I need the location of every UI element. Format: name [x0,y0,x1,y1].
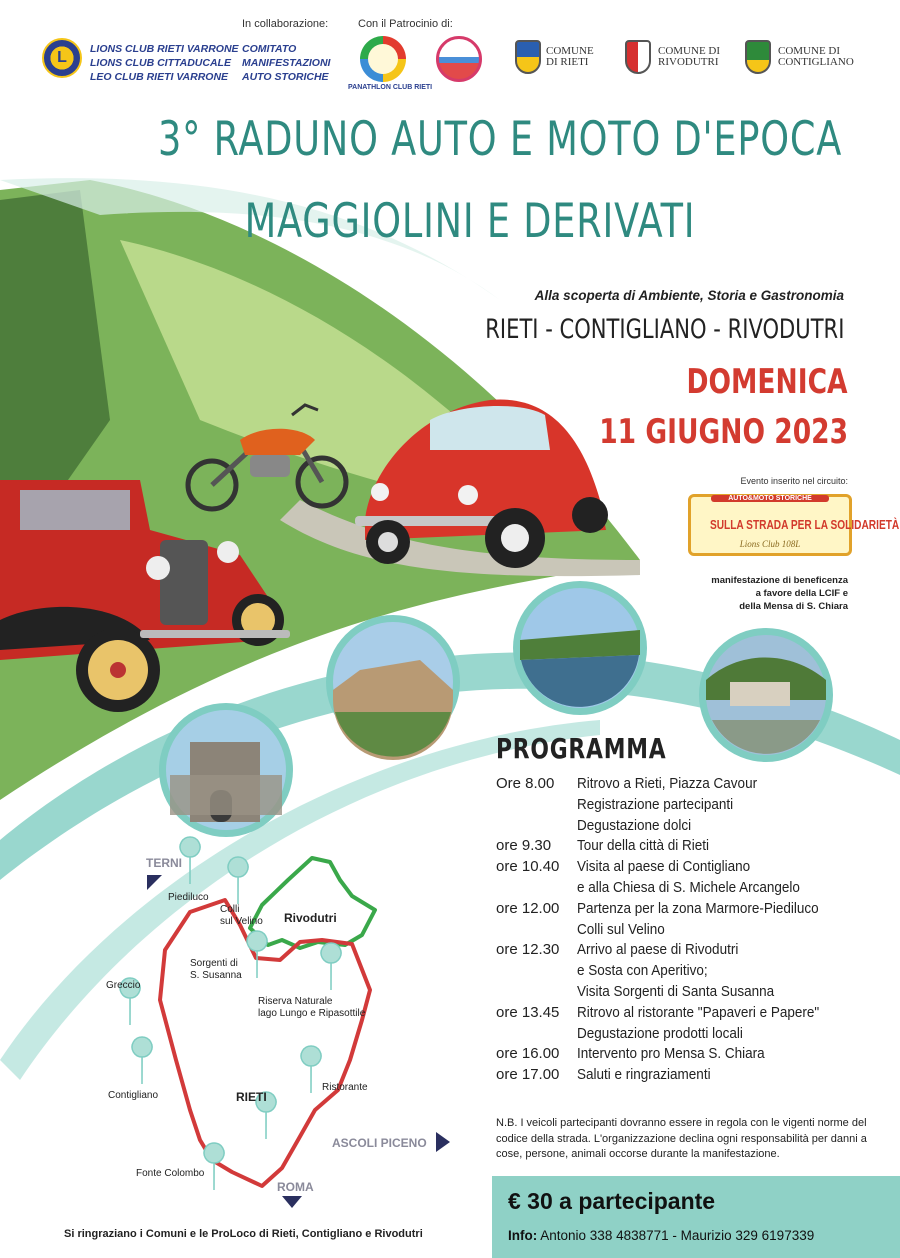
charity-line-1: manifestazione di beneficenza [711,575,848,586]
program-event: Visita Sorgenti di Santa Susanna [577,982,775,1000]
program-row [496,857,876,878]
map-fonte-colombo: Fonte Colombo [136,1168,205,1179]
program-event: Arrivo al paese di Rivodutri [577,941,739,959]
comune-rieti-line2: DI RIETI [546,56,589,68]
event-title-line1: 3° RADUNO AUTO E MOTO D'EPOCA [158,112,843,167]
charity-line-2: a favore della LCIF e [755,588,848,599]
patronage-label: Con il Patrocinio di: [358,18,453,30]
photo-rieti-gate [159,703,293,837]
program-time [496,961,577,982]
pin-colli [228,857,248,904]
program-event: e alla Chiesa di S. Michele Arcangelo [577,878,800,896]
comune-rivodutri [658,46,720,68]
charity-line-3: della Mensa di S. Chiara [739,601,848,612]
arrow-terni [147,875,162,890]
map-rivodutri: Rivodutri [284,911,337,925]
program-event: Partenza per la zona Marmore-Piediluco [577,899,819,917]
price-box [492,1176,900,1258]
program-time: ore 16.00 [496,1045,560,1063]
photo-lake [513,581,647,715]
program-event: e Sosta con Aperitivo; [577,962,708,980]
program-time [496,878,577,899]
event-title-line2: MAGGIOLINI E DERIVATI [244,194,696,249]
map-piediluco: Piediluco [168,892,209,903]
panathlon-label: PANATHLON CLUB RIETI [348,84,433,91]
program-time [496,1024,577,1045]
thanks-note: Si ringraziano i Comuni e le ProLoco di Rieti, Contigliano e Rivodutri [64,1228,423,1240]
map-colli-line2: sul Velino [220,916,263,927]
program-event: Registrazione partecipanti [577,795,734,813]
map-roma: ROMA [277,1180,314,1194]
circuit-badge-name: SULLA STRADA PER LA SOLIDARIETÀ [709,517,900,532]
comune-rivodutri-line1: COMUNE DI [658,45,721,57]
pin-ristorante [301,1046,321,1093]
event-date: 11 GIUGNO 2023 [599,412,848,452]
circuit-badge-sign: Lions Club 108L [739,539,801,549]
program-row [496,836,876,857]
info-contacts [508,1228,814,1243]
photo-contigliano [326,615,460,760]
program-row [496,940,876,961]
program-row [496,774,876,795]
program-note: N.B. I veicoli partecipanti dovranno essere in regola con le vigenti norme del codice della strada. L'organizzazione declina ogni responsabilità per danni a cose, persone, animali occorse durante la manifestazione. [496,1117,867,1160]
program-time: ore 17.00 [496,1066,560,1084]
collab-line-2: MANIFESTAZIONI [242,57,331,69]
program-time: ore 12.00 [496,899,560,917]
program-time: ore 9.30 [496,837,552,855]
comune-contigliano-line2: CONTIGLIANO [778,56,854,68]
map-sorgenti-line2: S. Susanna [190,970,242,981]
program-row [496,1024,876,1045]
program-event: Visita al paese di Contigliano [577,858,751,876]
panathlon-logo [360,36,406,82]
comune-rivodutri-line2: RIVODUTRI [658,56,719,68]
route-green [250,858,375,948]
circuit-badge-top: AUTO&MOTO STORICHE [711,495,829,502]
pin-sorgenti [247,931,267,978]
circuit-label: Evento inserito nel circuito: [740,476,848,486]
header-logos [0,0,900,100]
collab-line-3: AUTO STORICHE [242,71,329,83]
program-time [496,795,577,816]
program-time: ore 10.40 [496,858,560,876]
program-list [496,774,876,1086]
program-event: Ritrovo al ristorante "Papaveri e Papere" [577,1003,820,1021]
program-row [496,982,876,1003]
map-greccio: Greccio [106,980,141,991]
program-row [496,1044,876,1065]
map-riserva [258,996,365,1020]
collab-line-1: COMITATO [242,43,297,55]
program-row [496,1065,876,1086]
program-row [496,961,876,982]
info-label: Info: [508,1228,538,1243]
map-colli-line1: Colli [220,904,240,915]
map-riserva-line1: Riserva Naturale [258,996,333,1007]
program-time: ore 13.45 [496,1003,560,1021]
lions-logo [42,38,82,78]
program-event: Degustazione prodotti locali [577,1024,743,1042]
map-contigliano: Contigliano [108,1090,159,1101]
club-2: LIONS CLUB CITTADUCALE [90,57,231,69]
pin-riserva [321,943,341,990]
collab-partner [242,42,330,84]
program-event: Tour della città di Rieti [577,837,710,855]
program-event: Intervento pro Mensa S. Chiara [577,1045,765,1063]
map-riserva-line2: lago Lungo e Ripasottile [258,1008,366,1019]
event-day: DOMENICA [686,362,848,402]
program-row [496,795,876,816]
price-label: € 30 a partecipante [508,1188,716,1214]
pin-contigliano [132,1037,152,1084]
club-3: LEO CLUB RIETI VARRONE [90,71,229,83]
circuit-badge [688,494,900,556]
program-row [496,878,876,899]
program-time [496,982,577,1003]
charity-note [711,574,848,613]
auto-storiche-logo [436,36,482,82]
program-event: Saluti e ringraziamenti [577,1066,711,1084]
contigliano-crest-icon [745,40,771,74]
photo-sorgenti [699,628,833,762]
map-sorgenti [190,958,242,982]
program-title: PROGRAMMA [496,732,667,765]
arrow-roma [282,1196,302,1208]
program-row [496,920,876,941]
program-row [496,816,876,837]
info-text: Antonio 338 4838771 - Maurizio 329 6197339 [540,1228,815,1243]
program-event: Ritrovo a Rieti, Piazza Cavour [577,775,758,792]
event-towns: RIETI - CONTIGLIANO - RIVODUTRI [484,314,844,345]
map-colli [220,904,263,928]
program-time: ore 12.30 [496,941,560,959]
comune-rieti-line1: COMUNE [546,45,594,57]
map-ristorante: Ristorante [322,1082,368,1093]
map-rieti: RIETI [236,1090,267,1104]
rivodutri-crest-icon [625,40,651,74]
map-terni: TERNI [146,856,182,870]
comune-contigliano [778,46,854,68]
comune-rieti [546,46,594,68]
program-time [496,920,577,941]
rieti-crest-icon [515,40,541,74]
club-1: LIONS CLUB RIETI VARRONE [90,43,239,55]
map-sorgenti-line1: Sorgenti di [190,958,238,969]
arrow-ascoli [436,1132,450,1152]
program-row [496,899,876,920]
comune-contigliano-line1: COMUNE DI [778,45,841,57]
event-subtitle: Alla scoperta di Ambiente, Storia e Gastronomia [534,288,844,303]
program-event: Degustazione dolci [577,816,692,834]
program-row [496,1003,876,1024]
map-ascoli: ASCOLI PICENO [332,1136,427,1150]
program-time [496,816,577,837]
organizers [90,42,239,84]
collab-label: In collaborazione: [242,18,329,30]
program-event: Colli sul Velino [577,920,665,938]
program-time: Ore 8.00 [496,775,555,792]
